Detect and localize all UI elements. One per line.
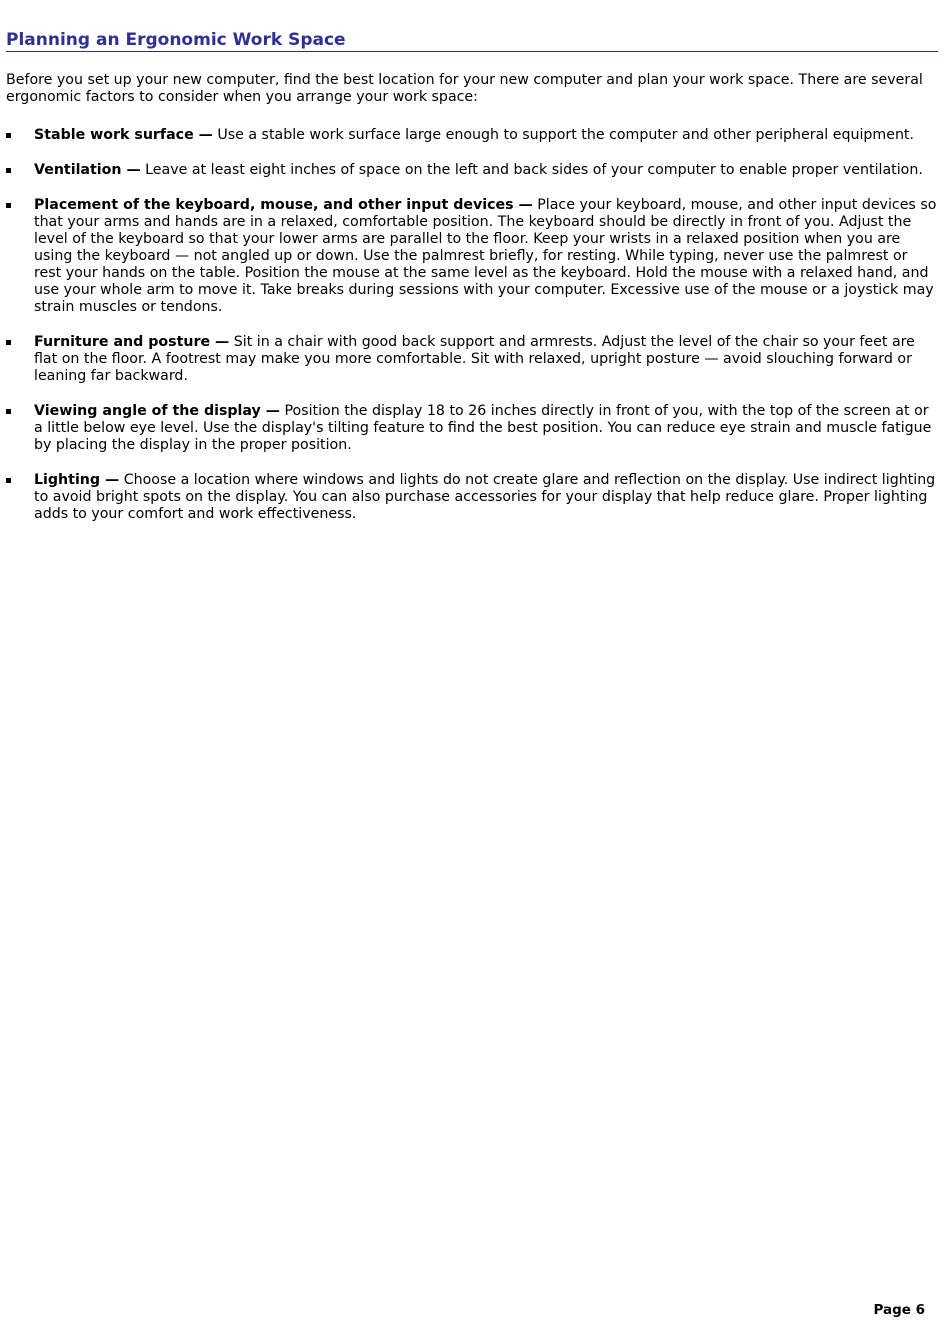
intro-paragraph: Before you set up your new computer, find the best location for your new computer and plan your work space. There are several ergonomic factors to consider when you arrange your work space:: [6, 72, 923, 105]
list-item-input-devices: [6, 197, 938, 316]
item-text: Use a stable work surface large enough to support the computer and other peripheral equipment.: [212, 127, 915, 143]
square-bullet-icon: [6, 409, 11, 414]
list-item-furniture-posture: [6, 334, 938, 385]
square-bullet-icon: [6, 340, 11, 345]
item-text: Position the display 18 to 26 inches directly in front of you, with the top of the screen at or a little below eye level. Use the display's tilting feature to find the best position. You can reduce eye strain and muscle fatigue by placing the display in the proper position.: [34, 403, 932, 453]
page-title: Planning an Ergonomic Work Space: [6, 29, 938, 52]
item-term: Viewing angle of the display —: [34, 403, 280, 419]
item-term: Stable work surface —: [34, 127, 213, 143]
list-item-ventilation: [6, 162, 938, 179]
square-bullet-icon: [6, 133, 11, 138]
list-item-lighting: [6, 472, 938, 523]
item-term: Furniture and posture —: [34, 334, 230, 350]
item-text: Sit in a chair with good back support and armrests. Adjust the level of the chair so your feet are flat on the floor. A footrest may make you more comfortable. Sit with relaxed, upright posture — avoid slouching forward or leaning far backward.: [34, 334, 915, 384]
item-term: Ventilation —: [34, 162, 141, 178]
list-item-stable-work-surface: [6, 127, 938, 144]
item-text: Leave at least eight inches of space on the left and back sides of your computer to enable proper ventilation.: [140, 162, 923, 178]
ergonomic-factors-list: [6, 127, 938, 541]
square-bullet-icon: [6, 168, 11, 173]
item-term: Placement of the keyboard, mouse, and other input devices —: [34, 197, 533, 213]
list-item-viewing-angle: [6, 403, 938, 454]
item-term: Lighting —: [34, 472, 120, 488]
square-bullet-icon: [6, 203, 11, 208]
item-text: Choose a location where windows and lights do not create glare and reflection on the display. Use indirect lighting to avoid bright spots on the display. You can also purchase accessories for your display that help reduce glare. Proper lighting adds to your comfort and work effectiveness.: [34, 472, 936, 522]
page-number: Page 6: [873, 1302, 925, 1318]
square-bullet-icon: [6, 478, 11, 483]
item-text: Place your keyboard, mouse, and other input devices so that your arms and hands are in a relaxed, comfortable position. The keyboard should be directly in front of you. Adjust the level of the keyboard so that your lower arms are parallel to the floor. Keep your wrists in a relaxed position when you are using the keyboard — not angled up or down. Use the palmrest briefly, for resting. While typing, never use the palmrest or rest your hands on the table. Position the mouse at the same level as the keyboard. Hold the mouse with a relaxed hand, and use your whole arm to move it. Take breaks during sessions with your computer. Excessive use of the mouse or a joystick may strain muscles or tendons.: [34, 197, 937, 315]
